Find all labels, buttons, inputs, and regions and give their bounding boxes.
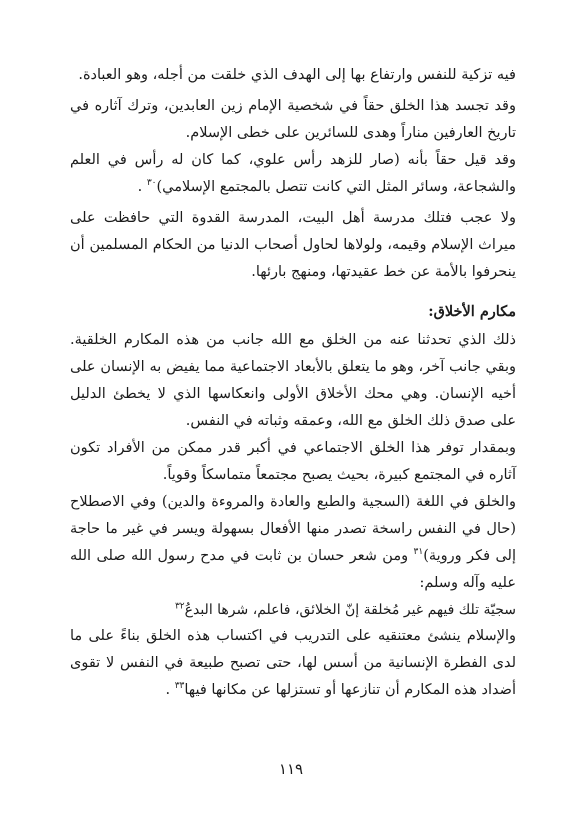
paragraph-1: فيه تزكية للنفس وارتفاع بها إلى الهدف الذي خلقت من أجله، وهو العبادة. <box>78 67 516 83</box>
paragraph-7-text: والخلق في اللغة (السجية والطبع والعادة والمروءة والدين) وفي الاصطلاح (حال في النفس راسخة تصدر منها الأفعال بسهولة ويسر في غير ما حاجة إلى فكر وروية) <box>70 494 516 564</box>
footnote-marker-33: ٣٣ <box>174 681 185 692</box>
paragraph-8-text: والإسلام ينشئ معتنقيه على التدريب في اكتساب هذه الخلق بناءً على ما لدى الفطرة الإنسانية من أسس لها، حتى تصبح طبيعة في النفس لا تقوى أضداد هذه المكارم أن تنازعها أو تستزلها عن مكانها فيها <box>70 628 516 698</box>
footnote-marker-32: ٣٢ <box>174 601 185 612</box>
paragraph-3: وقد قيل حقاً بأنه (صار للزهد رأس علوي، كما كان له رأس في العلم والشجاعة، وسائر المثل التي كانت تتصل بالمجتمع الإسلامي)$^{٣٠}$ . <box>70 152 516 195</box>
paragraph-3-text: وقد قيل حقاً بأنه (صار للزهد رأس علوي، كما كان له رأس في العلم والشجاعة، وسائر المثل التي كانت تتصل بالمجتمع الإسلامي) <box>70 152 516 195</box>
page-number: ١١٩ <box>278 760 304 778</box>
paragraph-4: ولا عجب فتلك مدرسة أهل البيت، المدرسة القدوة التي حافظت على ميراث الإسلام وقيمه، ولولاها لحاول أصحاب الدنيا من الحكام المسلمين أن ينحرفوا بالأمة عن خط عقيدتها، ومنهج بارئها. <box>70 210 516 280</box>
poem-verse-text: سجيّة تلك فيهم غير مُخلقة إنّ الخلائق، فاعلم، شرها البدعُ <box>184 602 516 618</box>
paragraph-7-continuation: ومن شعر حسان بن ثابت في مدح رسول الله صلى الله عليه وآله وسلم: <box>70 548 516 591</box>
paragraph-5: ذلك الذي تحدثنا عنه من الخلق مع الله جانب من هذه المكارم الخلقية. وبقي جانب آخر، وهو ما يتعلق بالأبعاد الاجتماعية مما يفيض به الإنسان على أخيه الإنسان. وهي محك الأخلاق الأولى وانعكاسها الذي لا يخطئ الدليل على صدق ذلك الخلق مع الله، وعمقه وثباته في النفس. <box>70 332 516 429</box>
footnote-marker-31: ٣١ <box>413 547 424 558</box>
paragraph-7 <box>70 489 516 597</box>
paragraph-6: وبمقدار توفر هذا الخلق الاجتماعي في أكبر قدر ممكن من الأفراد تكون آثاره في المجتمع كبيرة، بحيث يصبح مجتمعاً متماسكاً وقوياً. <box>70 440 516 483</box>
paragraph-8: والإسلام ينشئ معتنقيه على التدريب في اكتساب هذه الخلق بناءً على ما لدى الفطرة الإنسانية من أسس لها، حتى تصبح طبيعة في النفس لا تقوى أضداد هذه المكارم أن تنازعها أو تستزلها عن مكانها فيها$^{٣٣}$ . <box>70 628 516 698</box>
paragraph-2: وقد تجسد هذا الخلق حقاً في شخصية الإمام زين العابدين، وترك آثاره في تاريخ العارفين مناراً وهدى للسائرين على خطى الإسلام. <box>70 98 516 141</box>
poem-verse <box>70 597 516 623</box>
section-heading: مكارم الأخلاق: <box>428 303 516 320</box>
footnote-marker-30: ٣٠ <box>146 178 157 189</box>
page-body <box>70 62 516 704</box>
